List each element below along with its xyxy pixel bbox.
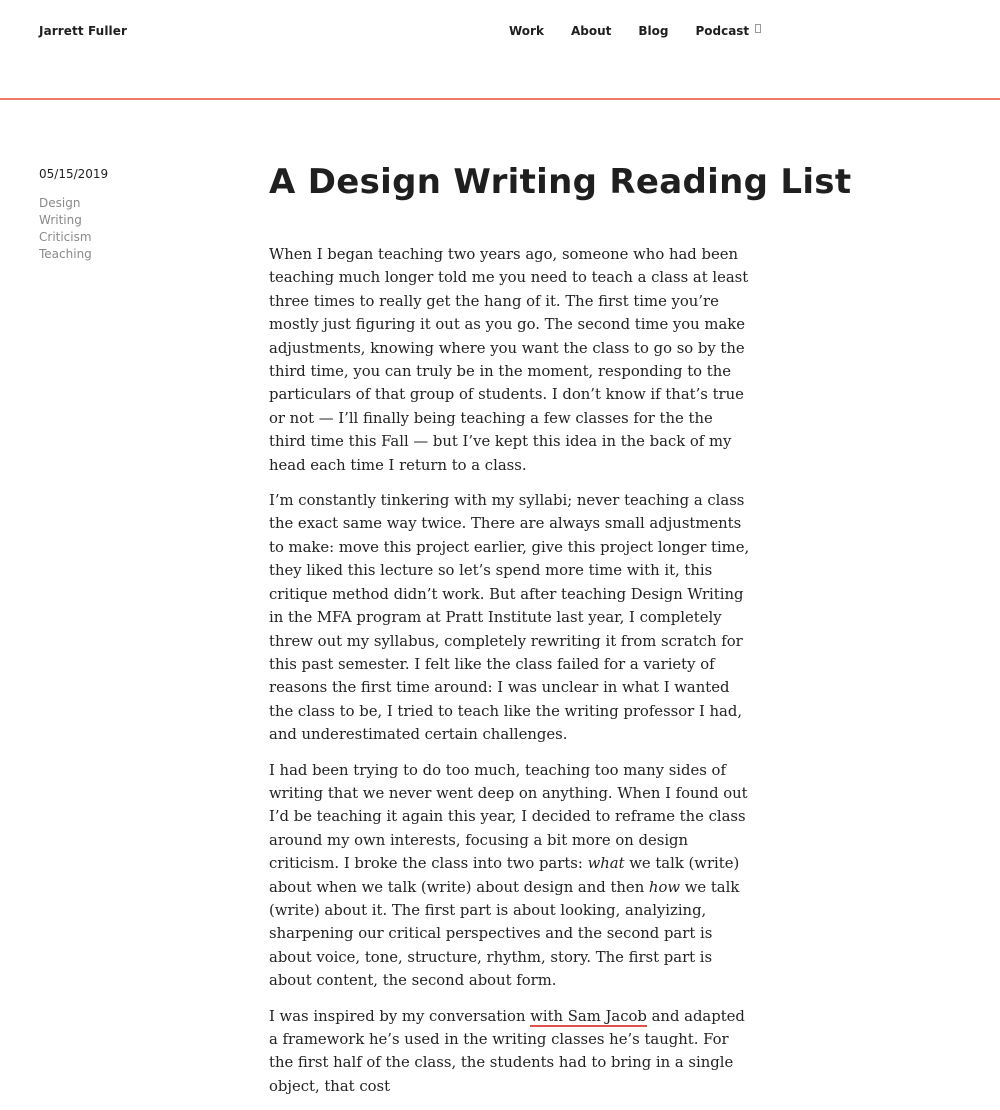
paragraph-3 bbox=[269, 759, 753, 993]
site-header bbox=[0, 0, 1000, 100]
tag-teaching[interactable]: Teaching bbox=[39, 247, 92, 261]
tag-design[interactable]: Design bbox=[39, 196, 81, 210]
post-date: 05/15/2019 bbox=[39, 167, 109, 181]
nav-blog[interactable]: Blog bbox=[638, 24, 669, 38]
paragraph-3-text-1: I had been trying to do too much, teaching too many sides of writing that we never went deep on anything. When I found out I’d be teaching it again this year, I decided to reframe the class around my own interests, focusing a bit more on design criticism. I broke the class into two parts: bbox=[269, 761, 748, 873]
tag-criticism[interactable]: Criticism bbox=[39, 230, 92, 244]
main-nav bbox=[509, 24, 761, 38]
paragraph-1: When I began teaching two years ago, someone who had been teaching much longer told me you need to teach a class at least three times to really get the hang of it. The first time you’re mostly just figuring it out as you go. The second time you make adjustments, knowing where you want the class to go so by the third time, you can truly be in the moment, responding to the particulars of that group of students. I don’t know if that’s true or not — I’ll finally being teaching a few classes for the the third time this Fall — but I’ve kept this idea in the back of my head each time I return to a class. bbox=[269, 246, 749, 474]
post-body bbox=[269, 243, 753, 1110]
paragraph-2: I’m constantly tinkering with my syllabi; never teaching a class the exact same way twice. There are always small adjustments to make: move this project earlier, give this project longer time, they liked this lecture so let’s spend more time with it, this critique method didn’t work. But after teaching Design Writing in the MFA program at Pratt Institute last year, I completely threw out my syllabus, completely rewriting it from scratch for this past semester. I felt like the class failed for a variety of reasons the first time around: I was unclear in what I wanted the class to be, I tried to teach like the writing professor I had, and underestimated certain challenges. bbox=[269, 492, 750, 744]
nav-podcast[interactable]: Podcast bbox=[695, 24, 750, 38]
nav-work[interactable]: Work bbox=[509, 24, 544, 38]
tag-list bbox=[39, 194, 108, 262]
sam-jacob-link[interactable]: with Sam Jacob bbox=[530, 1007, 647, 1025]
emphasis-what: what bbox=[587, 855, 625, 873]
paragraph-4-text-1: I was inspired by my conversation bbox=[269, 1007, 531, 1025]
nav-about[interactable]: About bbox=[570, 24, 612, 38]
paragraph-3-text-2: we talk (write) about when we talk (write) about design and then bbox=[269, 855, 740, 896]
post-meta bbox=[39, 167, 108, 262]
post-title: A Design Writing Reading List bbox=[269, 162, 852, 202]
paragraph-3-text-3: we talk (write) about it. The first part is about looking, analyizing, sharpening our critical perspectives and the second part is about voice, tone, structure, rhythm, story. The first part is about content, the second about form. bbox=[269, 878, 740, 990]
site-name-link[interactable]: Jarrett Fuller bbox=[39, 24, 128, 38]
external-link-icon bbox=[755, 24, 761, 33]
paragraph-4 bbox=[269, 1005, 753, 1099]
paragraph-4-text-2: and adapted a framework he’s used in the writing classes he’s taught. For the first half of the class, the students had to bring in a single object, that cost bbox=[269, 1007, 745, 1095]
tag-writing[interactable]: Writing bbox=[39, 213, 82, 227]
emphasis-how: how bbox=[648, 878, 681, 896]
